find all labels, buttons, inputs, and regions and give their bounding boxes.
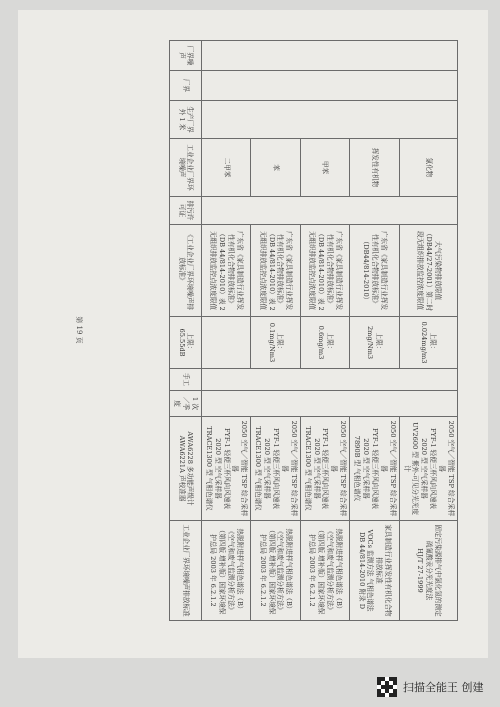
standard-cell: 大气污染物排放限值（DB44/27-2001）第二时段无组织排放监控浓度限值 (399, 225, 457, 317)
mode-cell: 手工 (170, 369, 202, 391)
method-cell: 家具制造行业挥发性有机化合物排放标准 VOCs 监测方法 气相色谱法 DB 44/814-2010 附录 D (350, 521, 399, 621)
method-cell: 固定污染源排气中氯化氢的测定 硫氰酸汞分光光度法 HJ/T 27-1999 (399, 521, 457, 621)
location-cell: 厂界 (170, 71, 202, 101)
rotated-document (68, 40, 458, 640)
standard-cell: 广东省《家具制造行业挥发性有机化合物排放标准》（DB 44/814-2010）表 2 无组织排放监控点浓度限值 (300, 225, 349, 317)
page-number: 第 19 页 (75, 316, 83, 344)
pollutant-cell: 苯 (251, 139, 300, 197)
scanner-brand-text: 扫描全能王 创建 (403, 681, 484, 694)
limit-cell: 上限：0.024mg/m3 (399, 317, 457, 369)
limit-cell: 上限：0.1mg/Nm3 (251, 317, 300, 369)
method-cell: 热脱附进样气相色谱法（B） 《空气和废气监测分析方法》（第四版 增补版）国家环境保护总局 2003 年 6.2.1.2 (201, 521, 250, 621)
monitoring-table (169, 40, 458, 621)
point-cell: 生产厂界外 1 米 (170, 101, 202, 139)
instruments-cell: 2050 空气／智能 TSP 综合采样器 FYF-1 轻便三杯风向风速表 2020 型 空气采样器 TRACE1300 型 气相色谱仪 (201, 417, 250, 521)
pollutant-cell: 二甲苯 (201, 139, 250, 197)
standard-cell: 《工业企业厂界环境噪声排放标准》 (170, 225, 202, 317)
method-cell: 热脱附进样气相色谱法（B） 《空气和废气监测分析方法》（第四版 增补版）国家环境保护总局 2003 年 6.2.1.2 (300, 521, 349, 621)
instruments-cell: 2050 空气／智能 TSP 综合采样器 FYF-1 轻便三杯风向风速表 2020 型 空气采样器 TRACE1300 型 气相色谱仪 (300, 417, 349, 521)
noise-row (170, 41, 202, 621)
method-cell: 热脱附进样气相色谱法（B） 《空气和废气监测分析方法》（第四版 增补版）国家环境保护总局 2003 年 6.2.1.2 (251, 521, 300, 621)
table-row (399, 41, 457, 621)
instruments-cell: 2050 空气／智能 TSP 综合采样器 FYF-1 轻便三杯风向风速表 2020 型 空气采样器 TRACE1300 型 气相色谱仪 (251, 417, 300, 521)
category-cell: 厂界噪声 (170, 41, 202, 71)
standard-cell: 广东省《家具制造行业挥发性有机化合物排放标准》（DB44/814-2010） (350, 225, 399, 317)
limit-cell (201, 317, 250, 369)
pollutant-cell: 挥发性有机物 (350, 139, 399, 197)
instruments-cell: AWA6228 多功能声级计 AWA6221A 声校准器 (170, 417, 202, 521)
scanner-watermark (377, 676, 484, 698)
instruments-cell: 2050 空气／智能 TSP 综合采样器 FYF-1 轻便三杯风向风速表 2020 型 空气采样器 UV2600 型 紫外-可见分光光度计 (399, 417, 457, 521)
qr-code-icon (377, 677, 397, 697)
limit-cell: 上限：2mg/Nm3 (350, 317, 399, 369)
instruments-cell: 2050 空气／智能 TSP 综合采样器 FYF-1 轻便三杯风向风速表 2020 型 空气采样器 7890B 型 气相色谱仪 (350, 417, 399, 521)
scanned-page (18, 10, 488, 658)
standard-cell: 广东省《家具制造行业挥发性有机化合物排放标准》（DB 44/814-2010）表 2 无组织排放监控点浓度限值 (201, 225, 250, 317)
limit-cell: 上限：0.6mg/m3 (300, 317, 349, 369)
limit-cell: 上限：65.55dB (170, 317, 202, 369)
method-cell: 工业企业厂界环境噪声排放标准 (170, 521, 202, 621)
pollutant-cell: 甲苯 (300, 139, 349, 197)
pollutant-cell: 工业企业厂界环境噪声 (170, 139, 202, 197)
standard-cell: 广东省《家具制造行业挥发性有机化合物排放标准》（DB 44/814-2010）表 2 无组织排放监控点浓度限值 (251, 225, 300, 317)
pollutant-cell: 氯化物 (399, 139, 457, 197)
frequency-cell: 1 次／季度 (170, 391, 202, 417)
permit-cell: 排污许可证 (170, 197, 202, 225)
